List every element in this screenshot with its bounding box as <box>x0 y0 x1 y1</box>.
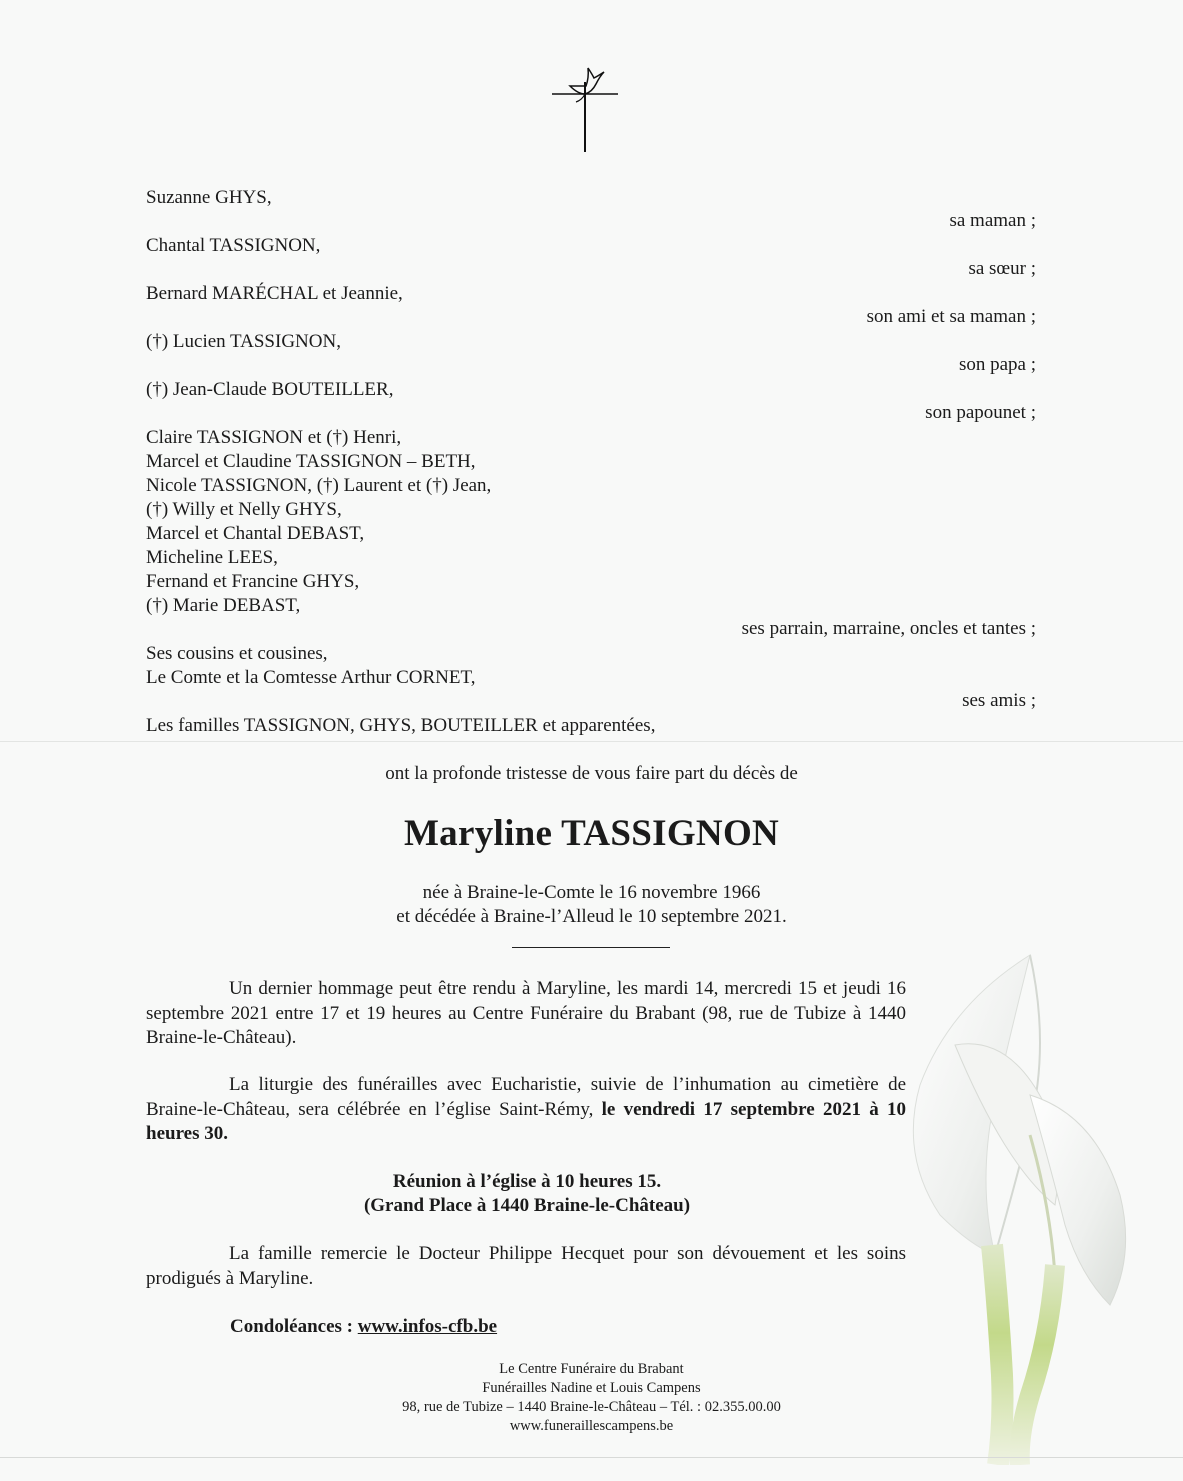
relative-line: (†) Willy et Nelly GHYS, <box>146 499 342 520</box>
footer-line-2: Funérailles Nadine et Louis Campens <box>482 1380 701 1396</box>
relative-line: Claire TASSIGNON et (†) Henri, <box>146 427 402 448</box>
family-relation-5: son papounet ; <box>925 402 1036 423</box>
friends-relation: ses amis ; <box>962 690 1036 711</box>
family-name-3: Bernard MARÉCHAL et Jeannie, <box>146 283 403 304</box>
family-relation-3: son ami et sa maman ; <box>866 306 1036 327</box>
friend-line: Ses cousins et cousines, <box>146 643 328 664</box>
friend-line: Le Comte et la Comtesse Arthur CORNET, <box>146 667 476 688</box>
liturgie-date: le vendredi 17 septembre 2021 à 10 heures 30. <box>146 1098 907 1144</box>
friends-list <box>146 642 475 690</box>
calla-lily-illustration <box>880 945 1180 1465</box>
family-relation-1: sa maman ; <box>949 210 1036 231</box>
relative-line: Fernand et Francine GHYS, <box>146 571 360 592</box>
relatives-list <box>146 426 491 618</box>
relative-line: (†) Marie DEBAST, <box>146 595 301 616</box>
family-name-4: (†) Lucien TASSIGNON, <box>146 331 341 352</box>
footer-line-3: 98, rue de Tubize – 1440 Braine-le-Château – Tél. : 02.355.00.00 <box>402 1399 781 1415</box>
families-line: Les familles TASSIGNON, GHYS, BOUTEILLER et apparentées, <box>146 715 656 736</box>
relative-line: Marcel et Claudine TASSIGNON – BETH, <box>146 451 476 472</box>
footer-line-4: www.funeraillescampens.be <box>509 1418 674 1434</box>
relative-line: Micheline LEES, <box>146 547 278 568</box>
relatives-relation: ses parrain, marraine, oncles et tantes ; <box>741 618 1036 639</box>
condoleances-label: Condoléances : <box>230 1316 353 1337</box>
deceased-name: Maryline TASSIGNON <box>403 813 780 854</box>
family-relation-4: son papa ; <box>958 354 1036 375</box>
relative-line: Nicole TASSIGNON, (†) Laurent et (†) Jean, <box>146 475 492 496</box>
reunion-line-2: (Grand Place à 1440 Braine-le-Château) <box>363 1195 691 1216</box>
footer-line-1: Le Centre Funéraire du Brabant <box>499 1361 684 1377</box>
condoleances <box>230 1315 497 1339</box>
announcement: ont la profonde tristesse de vous faire part du décès de <box>385 763 798 784</box>
liturgie-paragraph <box>146 1073 906 1147</box>
condoleances-link[interactable]: www.infos-cfb.be <box>357 1316 498 1337</box>
bottom-rule <box>0 1457 1183 1458</box>
reunion-line-1: Réunion à l’église à 10 heures 15. <box>392 1171 662 1192</box>
family-name-1: Suzanne GHYS, <box>146 187 272 208</box>
family-name-5: (†) Jean-Claude BOUTEILLER, <box>146 379 394 400</box>
hommage-paragraph: Un dernier hommage peut être rendu à Maryline, les mardi 14, mercredi 15 et jeudi 16 septembre 2021 entre 17 et 19 heures au Centre Funéraire du Brabant (98, rue de Tubize à 1440 Braine-le-Château). <box>146 978 906 1048</box>
remerciements-paragraph: La famille remercie le Docteur Philippe Hecquet pour son dévouement et les soins prodigués à Maryline. <box>146 1243 906 1289</box>
cross-with-dove-icon <box>548 64 622 154</box>
liturgie-text: La liturgie des funérailles avec Eucharistie, suivie de l’inhumation au cimetière de Braine-le-Château, sera célébrée en l’église Saint-Rémy, <box>146 1074 906 1120</box>
relative-line: Marcel et Chantal DEBAST, <box>146 523 365 544</box>
family-relation-2: sa sœur ; <box>968 258 1036 279</box>
separator-rule <box>512 947 670 948</box>
fold-line <box>0 741 1183 742</box>
death-line: et décédée à Braine-l’Alleud le 10 septembre 2021. <box>396 906 787 927</box>
family-name-2: Chantal TASSIGNON, <box>146 235 321 256</box>
birth-line: née à Braine-le-Comte le 16 novembre 1966 <box>422 882 761 903</box>
